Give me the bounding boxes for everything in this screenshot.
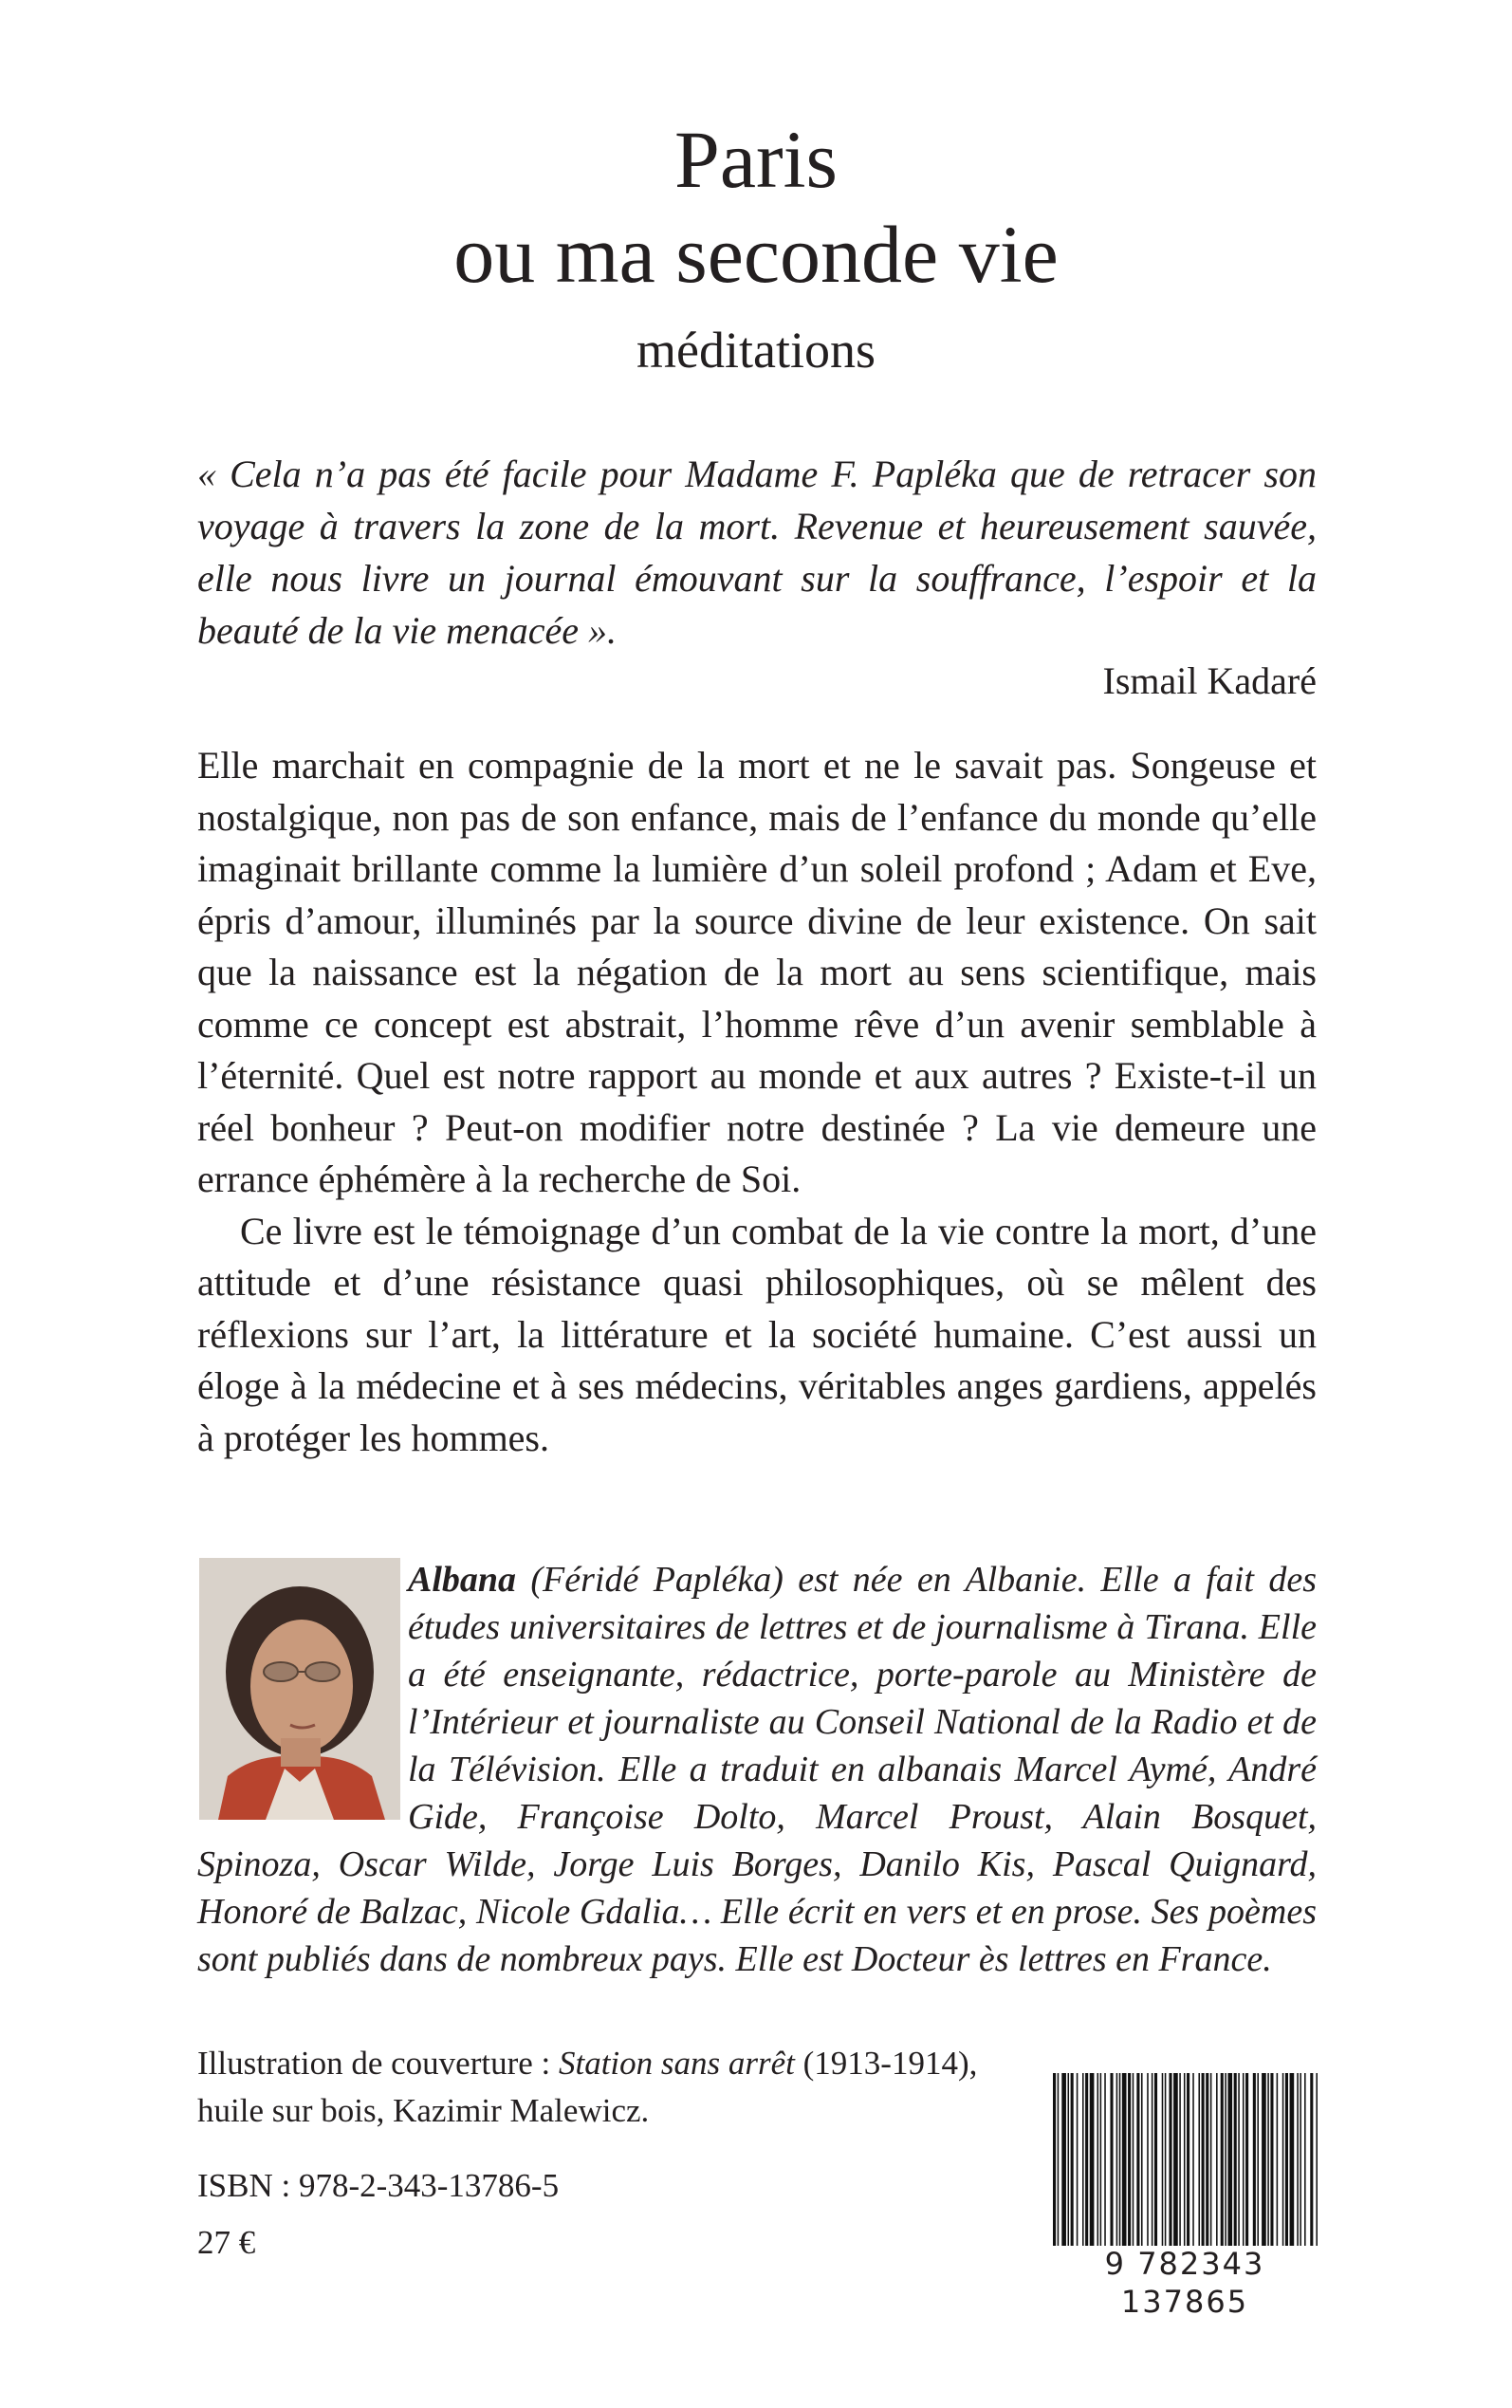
book-summary — [197, 740, 1317, 1464]
book-subtitle: méditations — [636, 322, 876, 379]
barcode-bar — [1290, 2073, 1295, 2246]
barcode-bar — [1169, 2073, 1171, 2246]
barcode-bar — [1227, 2073, 1232, 2246]
barcode-bar — [1210, 2073, 1212, 2246]
barcode-bar — [1071, 2073, 1074, 2246]
author-bio-text: (Féridé Papléka) est née en Albanie. Elle a fait des études universitaires de lettres et de journalisme à Tirana. Elle a été enseignante, rédactrice, porte-parole au Ministère de l’Intérieur et journaliste au Conseil National de la Radio et de la Télévision. Elle a traduit en albanais Marcel Aymé, André Gide, Françoise Dolto, Marcel Proust, Alain Bosquet, Spinoza, Oscar Wilde, Jorge Luis Borges, Danilo Kis, Pascal Quignard, Honoré de Balzac, Nicole Gdalia… Elle écrit en vers et en prose. Ses poèmes sont publiés dans de nombreux pays. Elle est Docteur ès lettres en France. — [197, 1560, 1317, 1979]
barcode-bar — [1297, 2073, 1299, 2246]
barcode-bar — [1162, 2073, 1164, 2246]
barcode-bar — [1122, 2073, 1127, 2246]
barcode-bar — [1267, 2073, 1269, 2246]
barcode-icon — [1051, 2073, 1318, 2246]
barcode-bar — [1154, 2073, 1157, 2246]
barcode-bar — [1128, 2073, 1131, 2246]
barcode-bar — [1304, 2073, 1306, 2246]
barcode-bar — [1310, 2073, 1313, 2246]
barcode-bar — [1285, 2073, 1288, 2246]
cover-credits — [197, 2040, 1032, 2135]
barcode-bar — [1053, 2073, 1056, 2246]
barcode-bar — [1119, 2073, 1121, 2246]
endorsement-quote: « Cela n’a pas été facile pour Madame F. Papléka que de retracer son voyage à travers la zone de la mort. Revenue et heureusement sauvée, elle nous livre un journal émouvant sur la souffrance, l’espoir et la beauté de la vie menacée ». — [197, 453, 1317, 652]
barcode-bar — [1173, 2073, 1178, 2246]
barcode-bar — [1238, 2073, 1240, 2246]
barcode-bar — [1187, 2073, 1189, 2246]
barcode-bar — [1077, 2073, 1079, 2246]
barcode-bar — [1243, 2073, 1245, 2246]
credits-work-title: Station sans arrêt — [558, 2045, 795, 2082]
barcode-bar — [1058, 2073, 1060, 2246]
barcode-bar — [1136, 2073, 1139, 2246]
barcode-bar — [1116, 2073, 1118, 2246]
barcode-bar — [1198, 2073, 1200, 2246]
barcode-bar — [1147, 2073, 1149, 2246]
credits-suffix: (1913-1914), huile sur bois, Kazimir Malewicz. — [197, 2045, 978, 2129]
credits-prefix: Illustration de couverture : — [197, 2045, 559, 2082]
barcode-digits: 9 782343 137865 — [1104, 2246, 1265, 2320]
barcode-bar — [1097, 2073, 1099, 2246]
barcode-bar — [1061, 2073, 1066, 2246]
barcode-bar — [1270, 2073, 1273, 2246]
barcode-bar — [1245, 2073, 1248, 2246]
barcode-bar — [1300, 2073, 1301, 2246]
barcode-bar — [1225, 2073, 1226, 2246]
barcode-bar — [1234, 2073, 1237, 2246]
barcode-bar — [1202, 2073, 1205, 2246]
barcode-bar — [1221, 2073, 1224, 2246]
endorsement-author: Ismail Kadaré — [1102, 659, 1317, 702]
barcode-bar — [1133, 2073, 1134, 2246]
book-title-line-2: ou ma seconde vie — [453, 209, 1059, 300]
book-title-line-1: Paris — [674, 114, 838, 205]
barcode-bar — [1090, 2073, 1095, 2246]
barcode-bar — [1085, 2073, 1088, 2246]
barcode-bar — [1253, 2073, 1256, 2246]
price: 27 € — [197, 2224, 256, 2261]
barcode-bar — [1110, 2073, 1113, 2246]
isbn: ISBN : 978-2-343-13786-5 — [197, 2167, 560, 2204]
barcode-bar — [1184, 2073, 1186, 2246]
barcode-bar — [1316, 2073, 1318, 2246]
barcode-bar — [1068, 2073, 1070, 2246]
barcode-bar — [1277, 2073, 1279, 2246]
summary-paragraph: Ce livre est le témoignage d’un combat de la vie contre la mort, d’une attitude et d’une résistance quasi philosophiques, où se mêlent des réflexions sur l’art, la littérature et la société humaine. C’est aussi un éloge à la médecine et à ses médecins, véritables anges gardiens, appelés à protéger les hommes. — [197, 1209, 1317, 1459]
barcode-bar — [1165, 2073, 1167, 2246]
author-photo — [199, 1558, 400, 1820]
barcode-bar — [1206, 2073, 1208, 2246]
barcode-bar — [1282, 2073, 1284, 2246]
barcode-bar — [1257, 2073, 1259, 2246]
barcode-bar — [1082, 2073, 1084, 2246]
barcode-bar — [1262, 2073, 1266, 2246]
author-name: Albana — [408, 1560, 517, 1600]
barcode-bar — [1152, 2073, 1153, 2246]
barcode-bar — [1179, 2073, 1181, 2246]
summary-paragraph: Elle marchait en compagnie de la mort et ne le savait pas. Songeuse et nostalgique, non pas de son enfance, mais de l’enfance du monde qu’elle imaginait brillante comme la lumière d’un soleil profond ; Adam et Eve, épris d’amour, illuminés par la source divine de leur existence. On sait que la naissance est la négation de la mort au sens scientifique, mais comme ce concept est abstrait, l’homme rêve d’un avenir semblable à l’éternité. Quel est notre rapport au monde et aux autres ? Existe-t-il un réel bonheur ? Peut-on modifier notre destinée ? La vie demeure une errance éphémère à la recherche de Soi. — [197, 744, 1317, 1200]
barcode-bar — [1100, 2073, 1102, 2246]
barcode-bar — [1141, 2073, 1143, 2246]
author-portrait-icon — [199, 1558, 400, 1820]
barcode-bar — [1104, 2073, 1106, 2246]
barcode-bar — [1216, 2073, 1218, 2246]
barcode-bar — [1192, 2073, 1194, 2246]
